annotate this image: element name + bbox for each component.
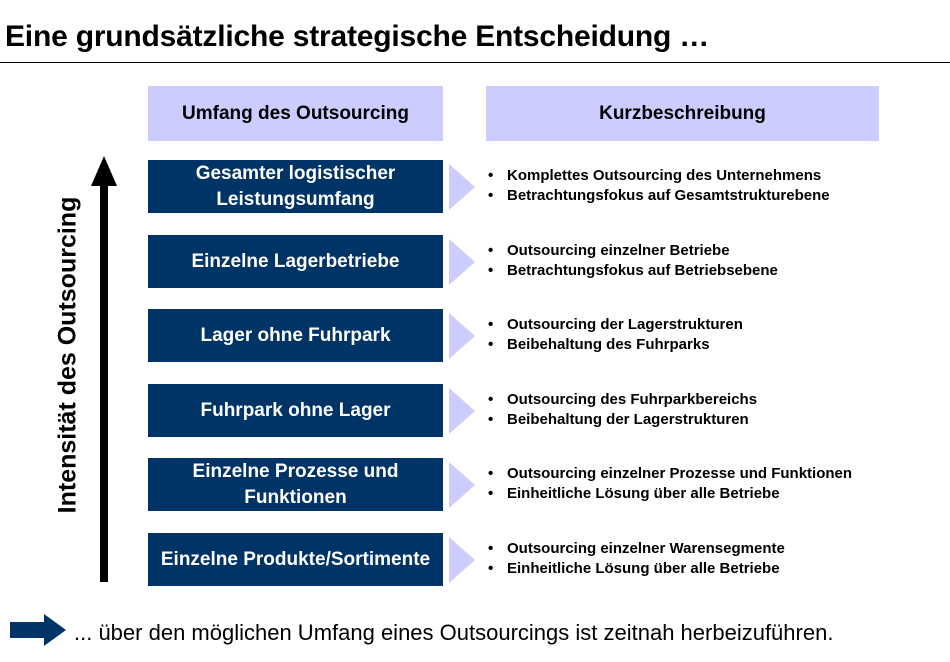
- description-bullet: • Outsourcing der Lagerstrukturen: [488, 315, 743, 335]
- chevron-right-icon: [449, 388, 475, 434]
- title-divider: [0, 62, 950, 63]
- level-box: Einzelne Prozesse und Funktionen: [148, 458, 443, 511]
- description-bullet: • Einheitliche Lösung über alle Betriebe: [488, 559, 785, 579]
- description-bullet: • Outsourcing einzelner Warensegmente: [488, 539, 785, 559]
- description-bullet: • Beibehaltung der Lagerstrukturen: [488, 410, 757, 430]
- description-bullet: • Einheitliche Lösung über alle Betriebe: [488, 484, 852, 504]
- slide-title: Eine grundsätzliche strategische Entscheidung …: [5, 20, 710, 53]
- description-bullet: • Outsourcing des Fuhrparkbereichs: [488, 390, 757, 410]
- chevron-right-icon: [449, 313, 475, 359]
- level-description: [488, 166, 830, 206]
- level-box: Einzelne Produkte/Sortimente: [148, 533, 443, 586]
- level-box: Gesamter logistischer Leistungsumfang: [148, 160, 443, 213]
- description-bullet: • Betrachtungsfokus auf Gesamtstrukturebene: [488, 186, 830, 206]
- chevron-right-icon: [449, 164, 475, 210]
- description-bullet: • Komplettes Outsourcing des Unternehmens: [488, 166, 830, 186]
- level-box: Lager ohne Fuhrpark: [148, 309, 443, 362]
- axis-label-text: Intensität des Outsourcing: [53, 196, 82, 514]
- chevron-right-icon: [449, 239, 475, 285]
- description-bullet: • Beibehaltung des Fuhrparks: [488, 335, 743, 355]
- column-header-description: Kurzbeschreibung: [486, 86, 879, 141]
- level-description: [488, 241, 778, 281]
- chevron-right-icon: [449, 537, 475, 583]
- level-description: [488, 539, 785, 579]
- chevron-right-icon: [449, 462, 475, 508]
- level-box: Einzelne Lagerbetriebe: [148, 235, 443, 288]
- footer-arrow-icon: [10, 614, 66, 646]
- level-description: [488, 464, 852, 504]
- intensity-arrow-icon: [90, 156, 118, 584]
- description-bullet: • Outsourcing einzelner Betriebe: [488, 241, 778, 261]
- description-bullet: • Betrachtungsfokus auf Betriebsebene: [488, 261, 778, 281]
- level-description: [488, 315, 743, 355]
- description-bullet: • Outsourcing einzelner Prozesse und Funktionen: [488, 464, 852, 484]
- level-box: Fuhrpark ohne Lager: [148, 384, 443, 437]
- level-description: [488, 390, 757, 430]
- column-header-scope: Umfang des Outsourcing: [148, 86, 443, 141]
- footer-conclusion: ... über den möglichen Umfang eines Outsourcings ist zeitnah herbeizuführen.: [74, 620, 834, 645]
